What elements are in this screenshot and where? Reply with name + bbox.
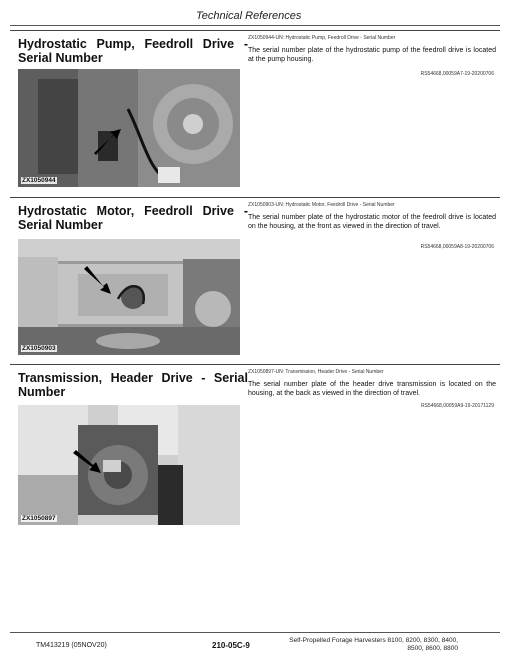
section-body: The serial number plate of the hydrostatic motor of the feedroll drive is located on the housing, at the front as viewed in the direction of travel.: [248, 214, 496, 230]
section-heading: Transmission, Header Drive - Serial Number: [18, 371, 248, 399]
page-footer: [0, 632, 510, 660]
pump-photo-illustration: [18, 69, 240, 187]
section-heading: Hydrostatic Motor, Feedroll Drive - Serial Number: [18, 204, 248, 232]
document-id: TM413219 (05NOV20): [36, 642, 107, 649]
figure-label: ZX1050944: [22, 177, 56, 184]
section-body: The serial number plate of the hydrostatic pump of the feedroll drive is located at the pump housing.: [248, 47, 496, 63]
reference-code: RS54668,00059A9-19-20171129: [420, 403, 494, 409]
figure-caption: ZX1050897-UN: Transmission, Header Drive - Serial Number: [248, 369, 384, 375]
section-hydrostatic-pump: [10, 30, 500, 190]
motor-photo-illustration: [18, 239, 240, 355]
figure-photo: [18, 405, 240, 525]
section-heading: Hydrostatic Pump, Feedroll Drive - Serial Number: [18, 37, 248, 65]
header-rule: [10, 25, 500, 26]
reference-code: RS54668,00059A7-19-20200706: [420, 71, 494, 77]
product-line: Self-Propelled Forage Harvesters 8100, 8200, 8300, 8400, 8500, 8600, 8800: [289, 637, 458, 652]
figure-label: ZX1050897: [22, 515, 56, 522]
page-number: 210-05C-9: [212, 641, 250, 650]
figure-photo: [18, 239, 240, 355]
page-header: [0, 8, 510, 24]
section-header-transmission: [10, 364, 500, 528]
figure-caption: ZX1050903-UN: Hydrostatic Motor, Feedroll Drive - Serial Number: [248, 202, 395, 208]
section-hydrostatic-motor: [10, 197, 500, 357]
reference-code: RS54668,00059A8-19-20200706: [420, 244, 494, 250]
section-body: The serial number plate of the header drive transmission is located on the housing, at the back as viewed in the direction of travel.: [248, 381, 496, 397]
figure-label: ZX1050903: [22, 345, 56, 352]
figure-caption: ZX1050944-UN: Hydrostatic Pump, Feedroll Drive - Serial Number: [248, 35, 396, 41]
page-title: Technical References: [196, 10, 302, 22]
footer-rule: [10, 632, 500, 633]
figure-photo: [18, 69, 240, 187]
transmission-photo-illustration: [18, 405, 240, 525]
